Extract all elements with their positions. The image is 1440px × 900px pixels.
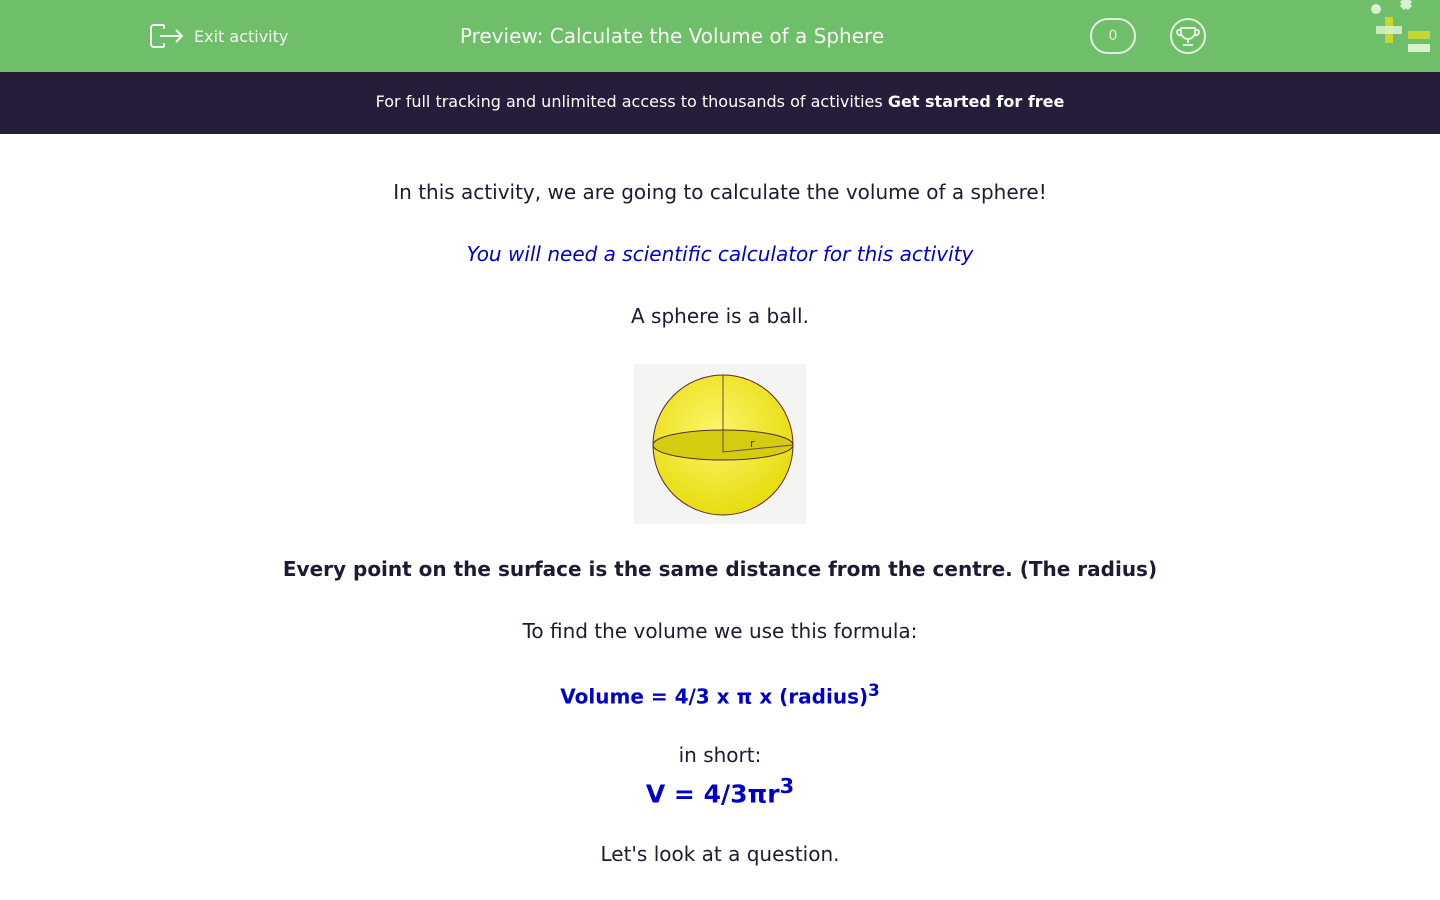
page-title: Preview: Calculate the Volume of a Sphere (459, 24, 885, 48)
get-started-link[interactable]: Get started for free (887, 92, 1065, 111)
volume-formula (0, 681, 1440, 709)
top-bar (0, 0, 1440, 72)
exit-label: Exit activity (194, 26, 289, 46)
radius-definition: Every point on the surface is the same distance from the centre. (The radius) (282, 557, 1158, 581)
signup-banner (0, 72, 1440, 134)
formula-exponent: 3 (868, 681, 880, 700)
formula-text: Volume = 4/3 x π x (radius) (560, 684, 869, 709)
score-badge: 0 (1090, 18, 1136, 54)
short-formula-exponent: 3 (779, 774, 795, 798)
short-formula-text: V = 4/3πr (645, 779, 780, 809)
banner-text: For full tracking and unlimited access to thousands of activities (375, 92, 888, 111)
sphere-definition: A sphere is a ball. (631, 304, 809, 328)
logo-icon (1366, 0, 1440, 56)
intro-text: In this activity, we are going to calculate the volume of a sphere! (393, 180, 1047, 204)
trophy-button[interactable] (1170, 18, 1206, 54)
sphere-image (634, 364, 806, 524)
short-formula (0, 774, 1440, 808)
in-short-label: in short: (678, 743, 762, 767)
radius-label: r (750, 437, 755, 450)
trophy-icon (1172, 20, 1204, 52)
formula-intro: To find the volume we use this formula: (522, 619, 918, 643)
outro-text: Let's look at a question. (600, 842, 840, 866)
calculator-note: You will need a scientific calculator for this activity (466, 242, 974, 266)
